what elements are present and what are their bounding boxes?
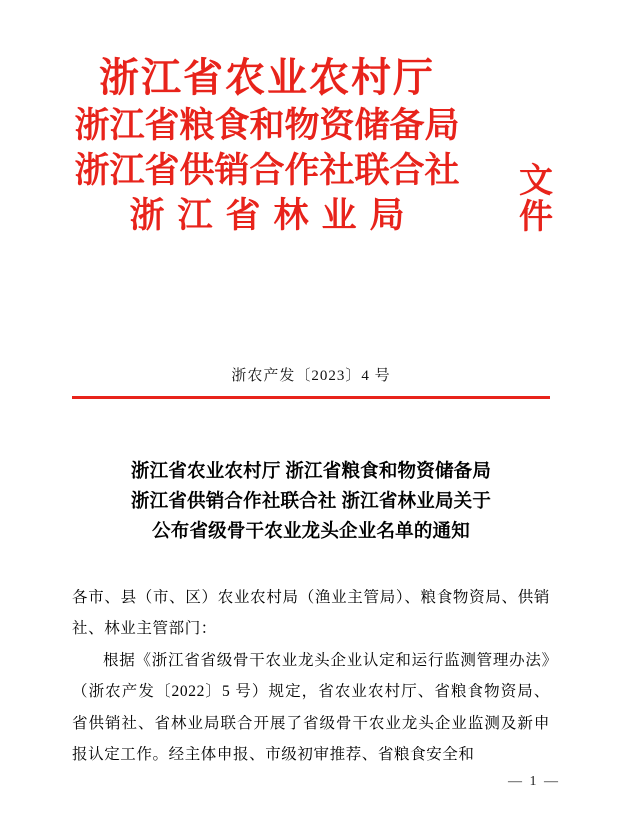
title-line-1: 浙江省农业农村厅 浙江省粮食和物资储备局 bbox=[130, 462, 492, 482]
letterhead-document-label: 文件 bbox=[519, 161, 553, 237]
title-line-3: 公布省级骨干农业龙头企业名单的通知 bbox=[152, 521, 470, 542]
document-body bbox=[72, 582, 550, 771]
letterhead-line-2: 浙江省粮食和物资储备局 bbox=[74, 105, 460, 146]
page-number: — 1 — bbox=[508, 774, 560, 789]
letterhead-agency-lines bbox=[52, 54, 482, 236]
letterhead bbox=[0, 54, 622, 298]
body-salutation: 各市、县（市、区）农业农村局（渔业主管局）、粮食物资局、供销社、林业主管部门： bbox=[72, 589, 550, 638]
letterhead-line-4: 浙江省林业局 bbox=[129, 195, 418, 236]
letterhead-line-3: 浙江省供销合作社联合社 bbox=[74, 150, 460, 191]
document-number: 浙农产发〔2023〕4 号 bbox=[231, 368, 391, 384]
letterhead-line-1: 浙江省农业农村厅 bbox=[99, 54, 435, 101]
body-paragraph-1: 根据《浙江省省级骨干农业龙头企业认定和运行监测管理办法》（浙农产发〔2022〕5 号）规定，省农业农村厅、省粮食物资局、省供销社、省林业局联合开展了省级骨干农业龙头企业监测及新申报认定工作。经主体申报、市级初审推荐、省粮食安全和 bbox=[72, 651, 550, 764]
document-title bbox=[72, 458, 550, 548]
title-line-2: 浙江省供销合作社联合社 浙江省林业局关于 bbox=[130, 491, 492, 512]
red-divider-rule bbox=[72, 396, 550, 399]
